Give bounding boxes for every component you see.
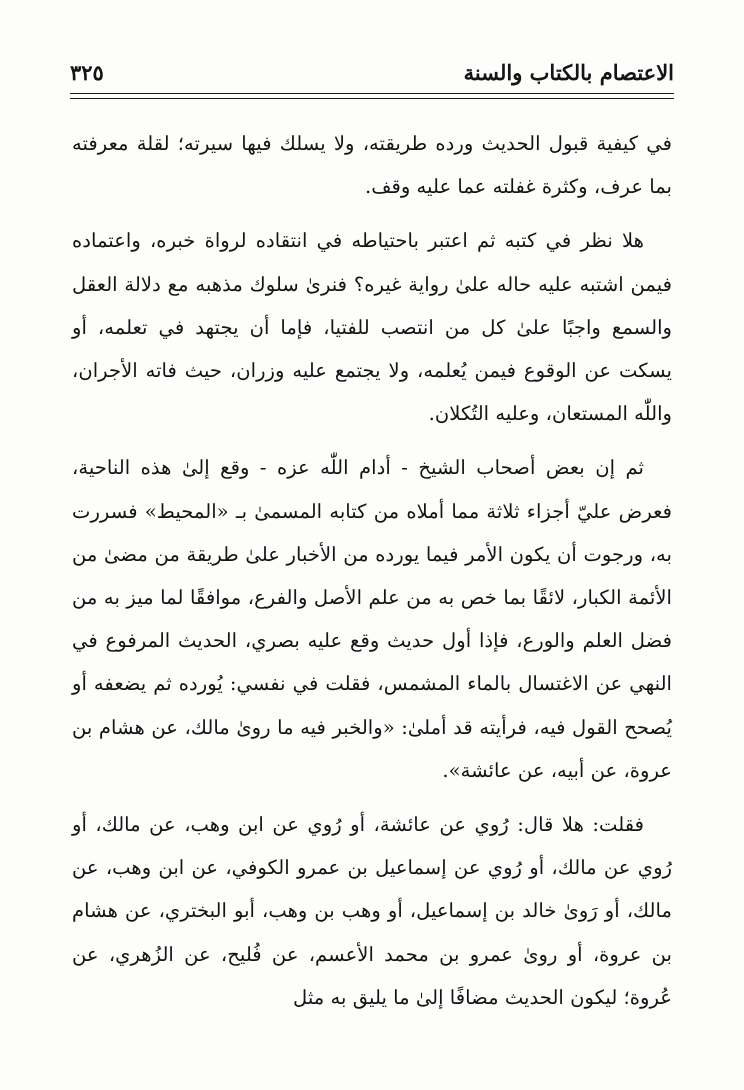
header-rule-bottom <box>70 98 674 99</box>
paragraph: ثم إن بعض أصحاب الشيخ - أدام اللّٰه عزه - وقع إلىٰ هذه الناحية، فعرض عليّ أجزاء ثلاثة مما أملاه من كتابه المسمىٰ بـ «المحيط» فسررت به، ورجوت أن يكون الأمر فيما يورده من الأخبار علىٰ طريقة من مضىٰ من الأئمة الكبار، لائقًا بما خص به من علم الأصل والفرع، موافقًا لما ميز به من فضل العلم والورع، فإذا أول حديث وقع عليه بصري، الحديث المرفوع في النهي عن الاغتسال بالماء المشمس، فقلت في نفسي: يُورده ثم يضعفه أو يُصحح القول فيه، فرأيته قد أملىٰ: «والخبر فيه ما روىٰ مالك، عن هشام بن عروة، عن أبيه، عن عائشة». <box>72 456 672 782</box>
paragraph: هلا نظر في كتبه ثم اعتبر باحتياطه في انتقاده لرواة خبره، واعتماده فيمن اشتبه عليه حاله علىٰ رواية غيره؟ فنرىٰ سلوك مذهبه مع دلالة العقل والسمع واجبًا علىٰ كل من انتصب للفتيا، فإما أن يجتهد في تعلمه، أو يسكت عن الوقوع فيمن يُعلمه، ولا يجتمع عليه وزران، حيث فاته الأجران، واللّٰه المستعان، وعليه التُكلان. <box>72 229 672 426</box>
header-rule-top <box>70 93 674 94</box>
header-title: الاعتصام بالكتاب والسنة <box>463 60 674 85</box>
paragraph: فقلت: هلا قال: رُوي عن عائشة، أو رُوي عن ابن وهب، عن مالك، أو رُوي عن مالك، أو رُوي عن إسماعيل بن عمرو الكوفي، عن ابن وهب، عن مالك، أو رَوىٰ خالد بن إسماعيل، أو وهب بن وهب، أبو البختري، عن هشام بن عروة، أو روىٰ عمرو بن محمد الأعسم، عن فُليح، عن الزُهري، عن عُروة؛ ليكون الحديث مضافًا إلىٰ ما يليق به مثل <box>72 813 672 1009</box>
page-number: ٣٢٥ <box>70 60 104 85</box>
running-header <box>70 58 674 90</box>
paragraph: في كيفية قبول الحديث ورده طريقته، ولا يسلك فيها سيرته؛ لقلة معرفته بما عرف، وكثرة غفلته عما عليه وقف. <box>72 132 672 199</box>
body-text <box>72 122 672 1019</box>
